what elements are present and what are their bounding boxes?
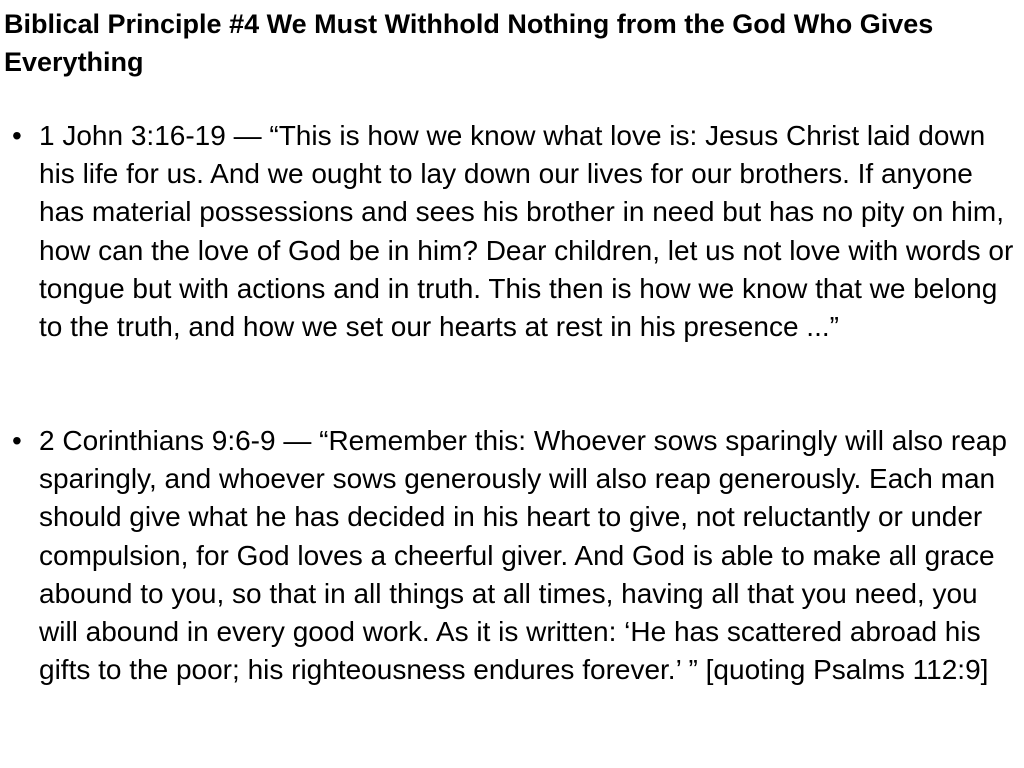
bullet-point-icon: • [12,120,22,151]
bullet-text-2-corinthians: 2 Corinthians 9:6-9 — “Remember this: Whoever sows sparingly will also reap sparingly, and whoever sows generously will also reap generously. Each man should give what he has decided in his heart to give, not reluctantly or under compulsion, for God loves a cheerful giver. And God is able to make all grace abound to you, so that in all things at all times, having all that you need, you will abound in every good work. As it is written: ‘He has scattered abroad his gifts to the poor; his righteousness endures forever.’ ” [quoting Psalms 112:9] [39,425,1007,686]
bullet-item-1-john [12,117,1022,346]
slide-title: Biblical Principle #4 We Must Withhold Nothing from the God Who Gives Everything [4,9,934,77]
bullet-point-icon: • [12,425,22,456]
bullet-item-2-corinthians [12,422,1022,689]
bullet-text-1-john: 1 John 3:16-19 — “This is how we know what love is: Jesus Christ laid down his life for us. And we ought to lay down our lives for our brothers. If anyone has material possessions and sees his brother in need but has no pity on him, how can the love of God be in him? Dear children, let us not love with words or tongue but with actions and in truth. This then is how we know that we belong to the truth, and how we set our hearts at rest in his presence ...” [39,120,1014,343]
